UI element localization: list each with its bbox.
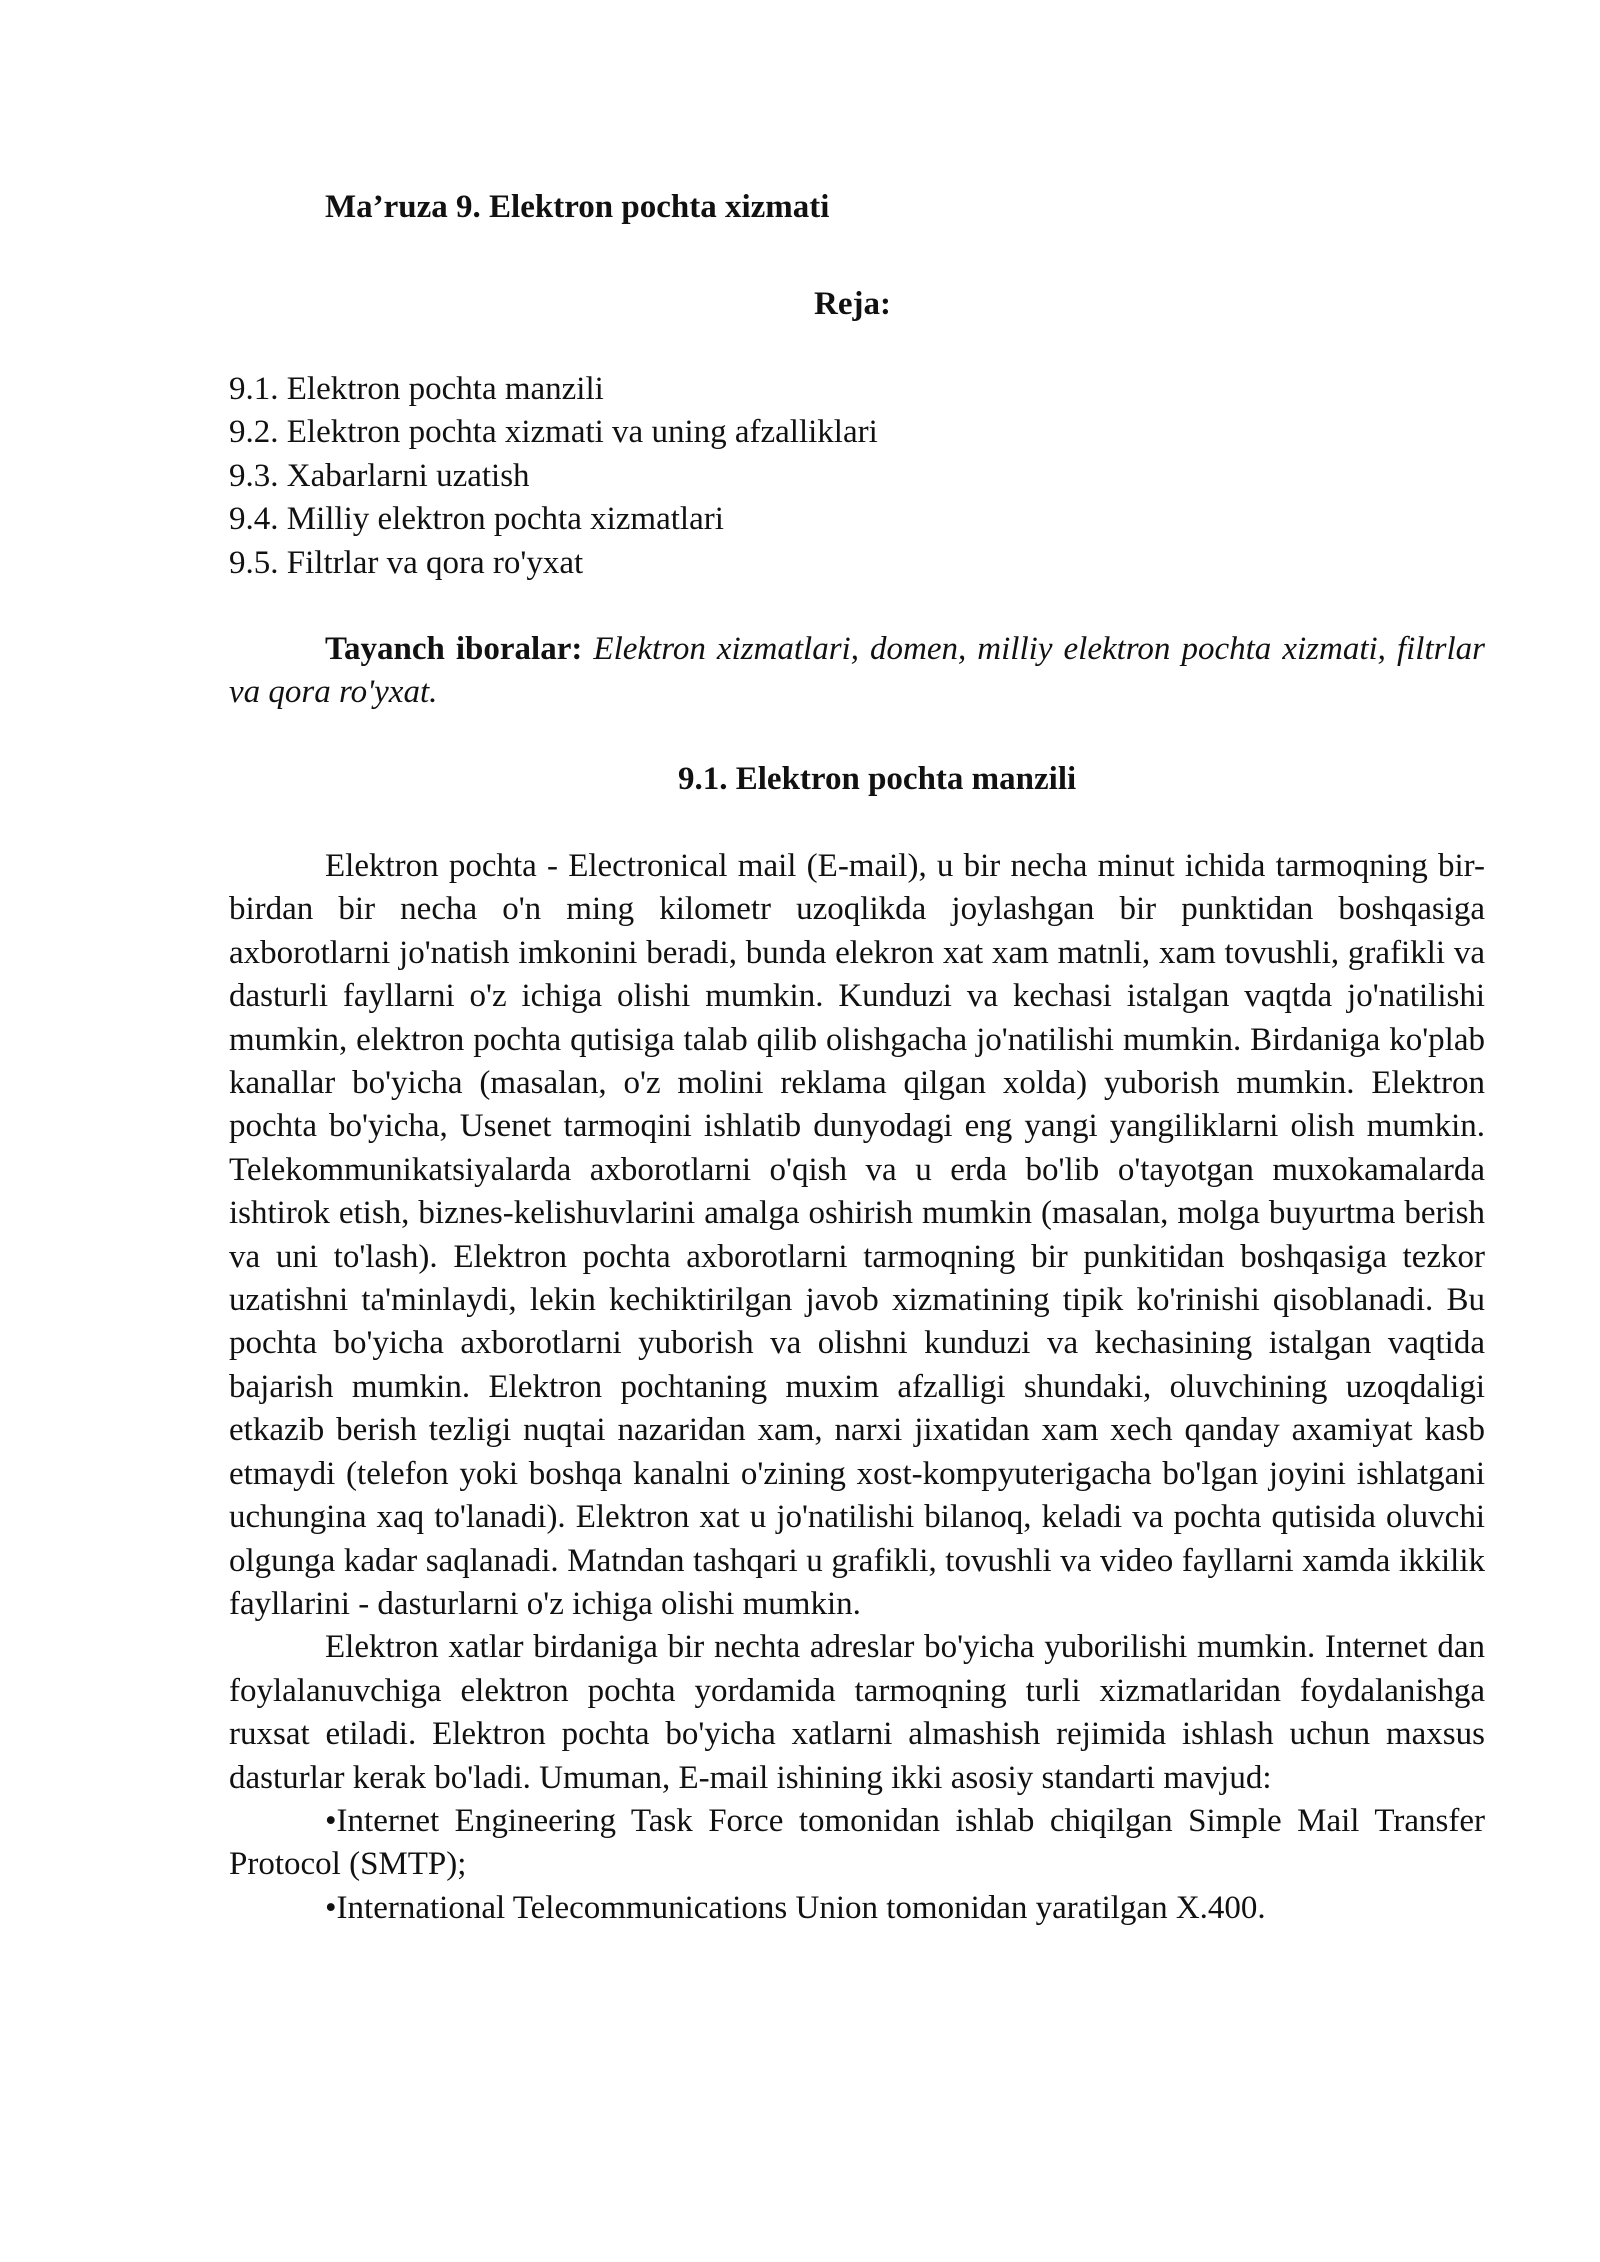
body-paragraph: Elektron xatlar birdaniga bir nechta adreslar bo'yicha yuborilishi mumkin. Internet dan foylalanuvchiga elektron pochta yordamida tarmoqning turli xizmatlaridan foydalanishga ruxsat etiladi. Elektron pochta bo'yicha xatlarni almashish rejimida ishlash uchun maxsus dasturlar kerak bo'ladi. Umuman, E-mail ishining ikki asosiy standarti mavjud: xyxy=(229,1629,1485,1796)
plan-heading: Reja: xyxy=(814,286,891,322)
keywords-paragraph xyxy=(229,628,1485,715)
plan-item: 9.3. Xabarlarni uzatish xyxy=(229,457,530,494)
body-text xyxy=(229,845,1485,1930)
body-paragraph: Elektron pochta - Electronical mail (E-mail), u bir necha minut ichida tarmoqning bir-birdan bir necha o'n ming kilometr uzoqlikda joylashgan bir punktidan boshqasiga axborotlarni jo'natish imkonini beradi, bunda elekron xat xam matnli, xam tovushli, grafikli va dasturli fayllarni o'z ichiga olishi mumkin. Kunduzi va kechasi istalgan vaqtda jo'natilishi mumkin, elektron pochta qutisiga talab qilib olishgacha jo'natilishi mumkin. Birdaniga ko'plab kanallar bo'yicha (masalan, o'z molini reklama qilgan xolda) yuborish mumkin. Elektron pochta bo'yicha, Usenet tarmoqini ishlatib dunyodagi eng yangi yangiliklarni olish mumkin. Telekommunikatsiyalarda axborotlarni o'qish va u erda bo'lib o'tayotgan muxokamalarda ishtirok etish, biznes-kelishuvlarini amalga oshirish mumkin (masalan, molga buyurtma berish va uni to'lash). Elektron pochta axborotlarni tarmoqning bir punkitidan boshqasiga tezkor uzatishni ta'minlaydi, lekin kechiktirilgan javob xizmatining tipik ko'rinishi qisoblanadi. Bu pochta bo'yicha axborotlarni yuborish va olishni kunduzi va kechasining istalgan vaqtida bajarish mumkin. Elektron pochtaning muxim afzalligi shundaki, oluvchining uzoqdaligi etkazib berish tezligi nuqtai nazaridan xam, narxi jixatidan xam xech qanday axamiyat kasb etmaydi (telefon yoki boshqa kanalni o'zining xost-kompyuterigacha bo'lgan joyini ishlatgani uchungina xaq to'lanadi). Elektron xat u jo'natilishi bilanoq, keladi va pochta qutisida oluvchi olgunga kadar saqlanadi. Matndan tashqari u grafikli, tovushli va video fayllarni xamda ikkilik fayllarini - dasturlarni o'z ichiga olishi mumkin. xyxy=(229,848,1485,1622)
lecture-title: Ma’ruza 9. Elektron pochta xizmati xyxy=(325,189,830,225)
plan-item: 9.2. Elektron pochta xizmati va uning afzalliklari xyxy=(229,414,878,451)
keywords-label: Tayanch iboralar: xyxy=(325,631,583,667)
plan-item: 9.4. Milliy elektron pochta xizmatlari xyxy=(229,501,724,538)
bullet-item: •Internet Engineering Task Force tomonidan ishlab chiqilgan Simple Mail Transfer Protocol (SMTP); xyxy=(229,1802,1485,1883)
keywords-text: Elektron xizmatlari, domen, milliy elektron pochta xizmati, filtrlar va qora ro'yxat. xyxy=(229,631,1485,711)
plan-item: 9.5. Filtrlar va qora ro'yxat xyxy=(229,544,584,581)
plan-list xyxy=(229,368,878,585)
bullet-item: •International Telecommunications Union tomonidan yaratilgan X.400. xyxy=(325,1889,1266,1926)
section-heading: 9.1. Elektron pochta manzili xyxy=(678,761,1077,797)
plan-item: 9.1. Elektron pochta manzili xyxy=(229,371,604,407)
